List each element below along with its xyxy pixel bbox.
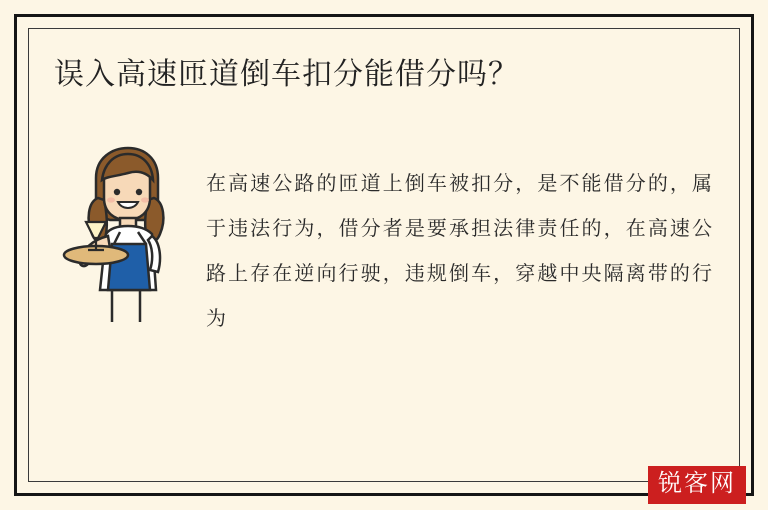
watermark-badge: 锐客网 — [648, 466, 746, 504]
waitress-illustration — [54, 140, 194, 330]
page-title: 误入高速匝道倒车扣分能借分吗？ — [54, 58, 519, 91]
article-paragraph: 在高速公路的匝道上倒车被扣分，是不能借分的，属于违法行为，借分者是要承担法律责任的，在高速公路上存在逆向行驶，违规倒车，穿越中央隔离带的行为 — [206, 173, 714, 330]
document-content — [54, 52, 714, 458]
article-body — [54, 140, 714, 362]
